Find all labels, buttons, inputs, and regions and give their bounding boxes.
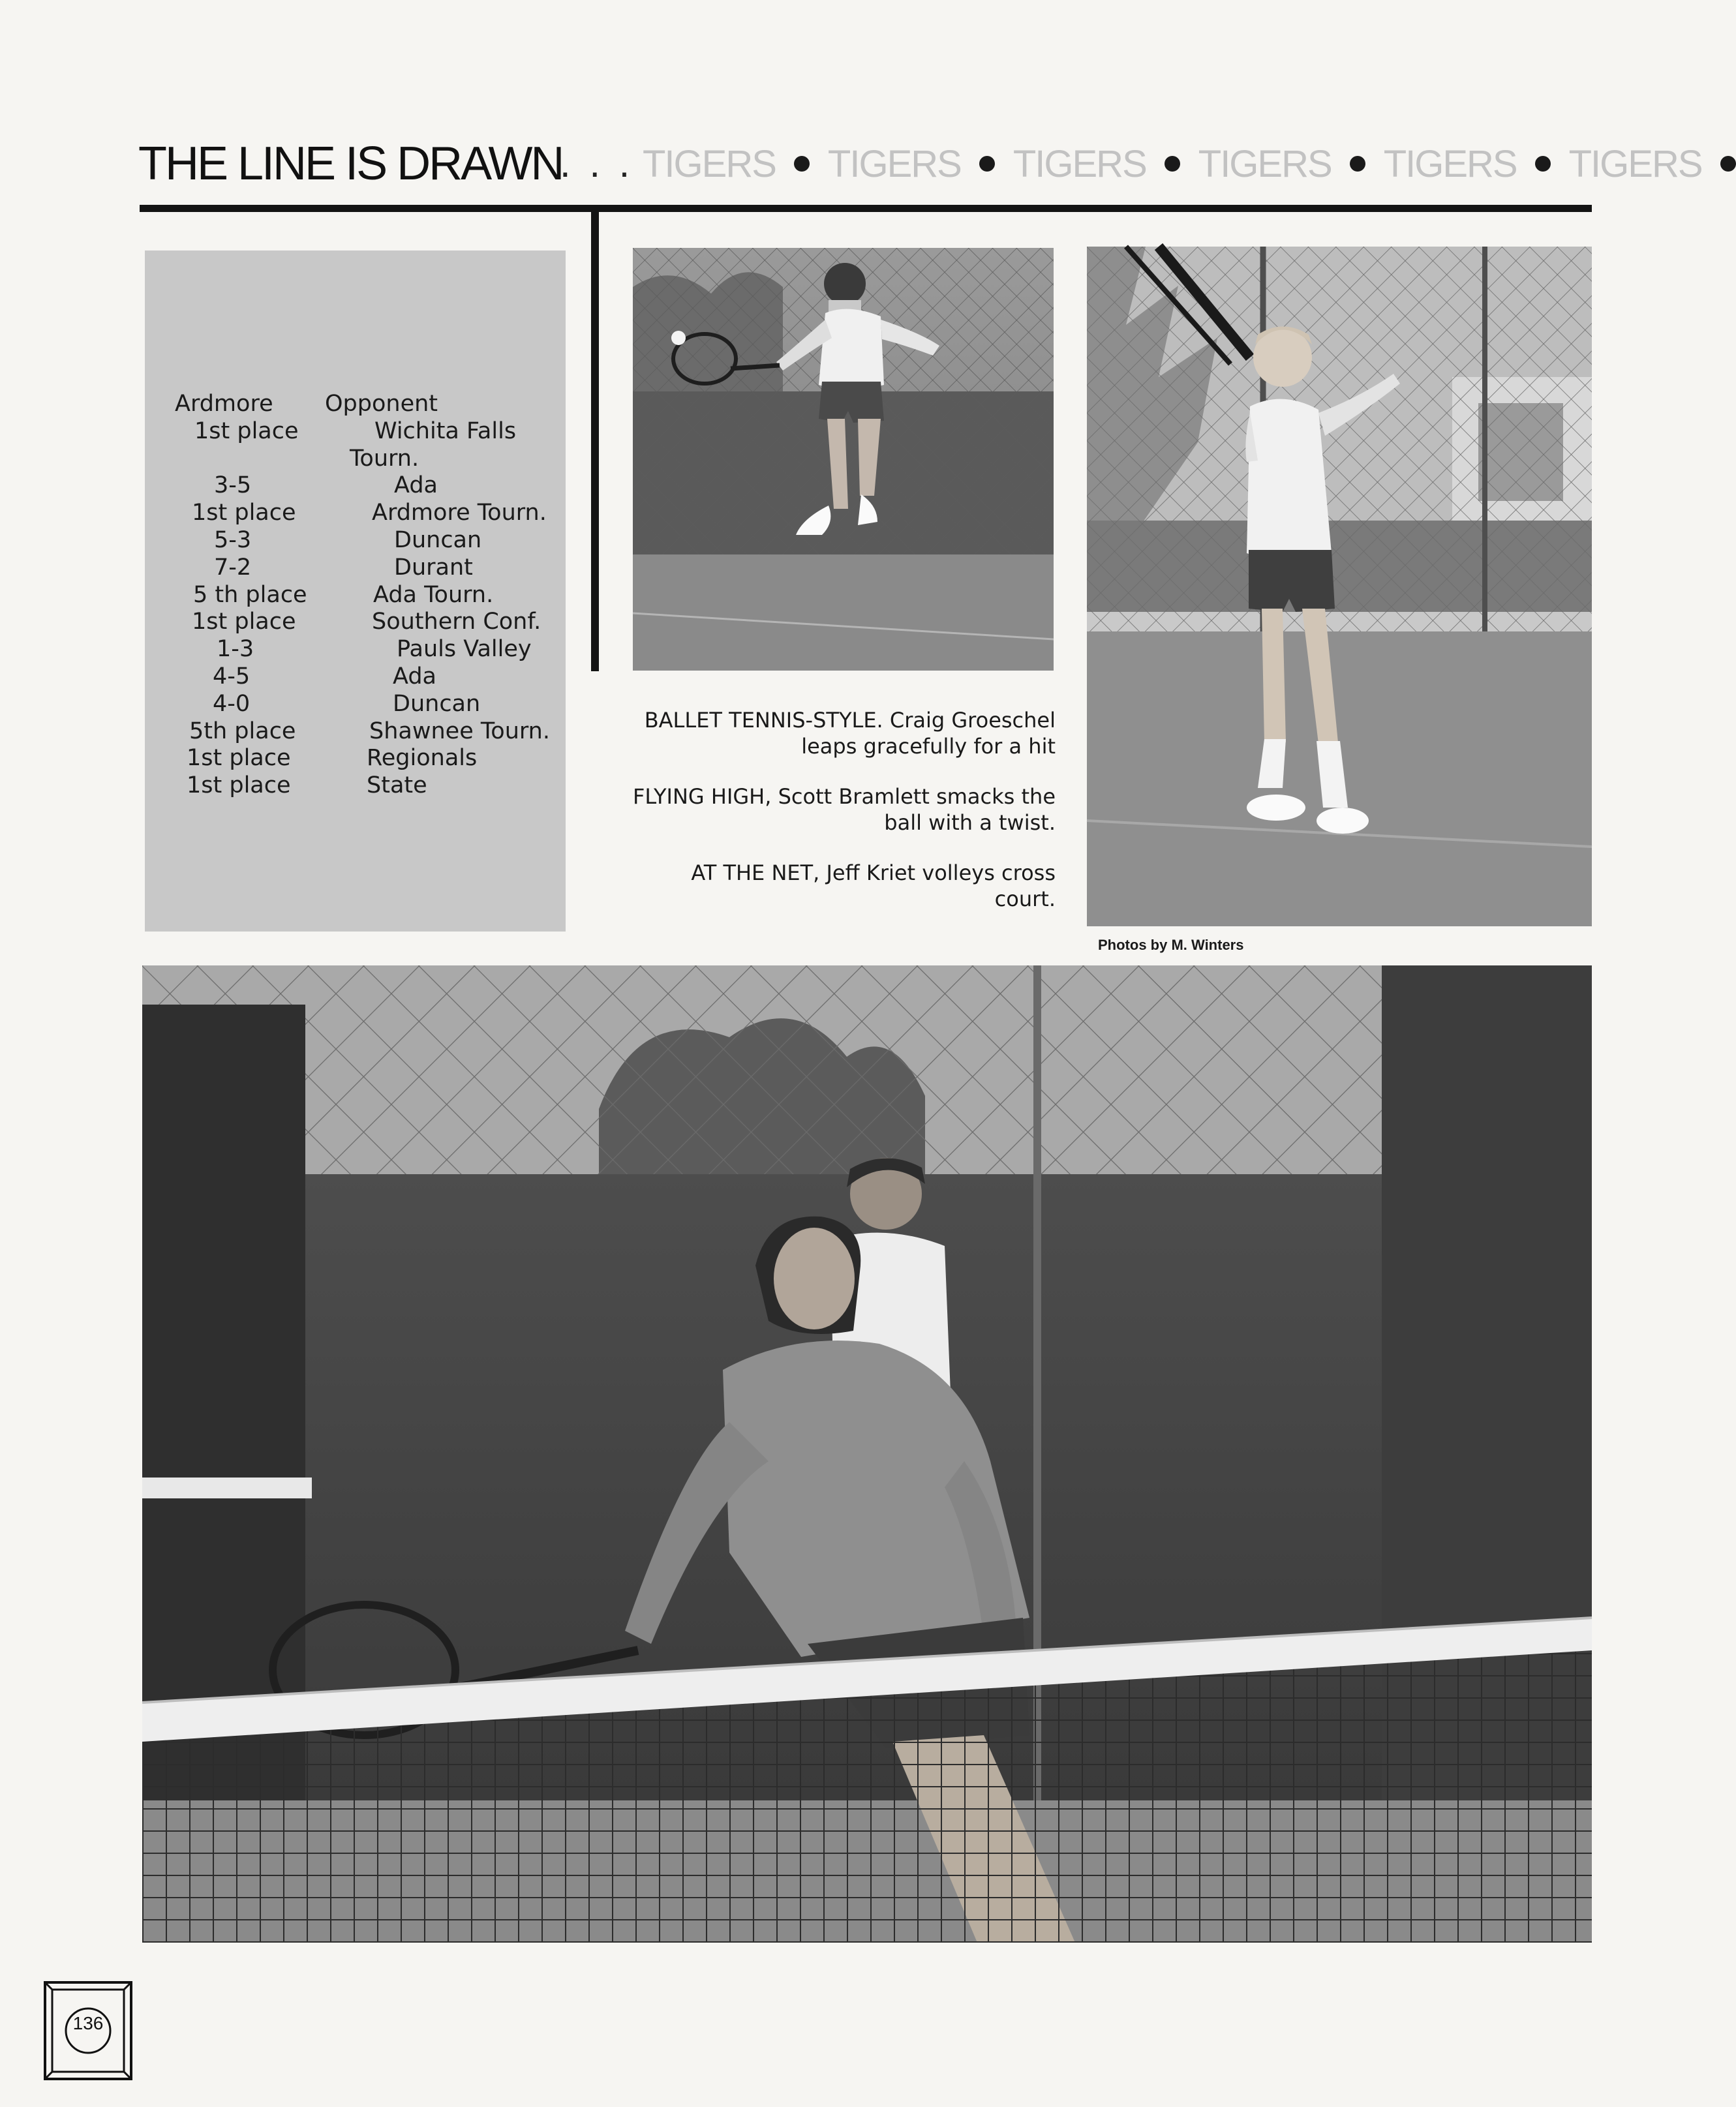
- score-result: 1st place: [192, 609, 296, 635]
- score-row: [145, 663, 566, 691]
- scoreboard-header: [145, 391, 566, 418]
- page-title: THE LINE IS DRAWN: [138, 138, 563, 190]
- score-result: 1-3: [217, 636, 254, 663]
- score-result: 4-5: [213, 663, 251, 690]
- score-row: [145, 609, 566, 636]
- bullet-icon: [794, 156, 810, 172]
- score-opponent: Ardmore Tourn.: [372, 500, 547, 526]
- score-result: 1st place: [187, 772, 291, 799]
- photo-captions: [626, 707, 1056, 936]
- score-opponent: Ada: [393, 663, 436, 690]
- bullet-icon: [1720, 156, 1736, 172]
- page-number-badge: [43, 1980, 133, 2081]
- bullet-icon: [1165, 156, 1180, 172]
- tigers-word: TIGERS: [827, 142, 961, 185]
- score-row: [145, 582, 566, 609]
- scoreboard-list: [145, 391, 566, 800]
- score-row: [145, 418, 566, 446]
- tigers-word: TIGERS: [1383, 142, 1517, 185]
- caption-at-the-net: AT THE NET, Jeff Kriet volleys cross court.: [691, 860, 1056, 911]
- score-result: 5-3: [214, 526, 252, 553]
- score-result: [145, 446, 325, 473]
- score-result: 3-5: [214, 472, 252, 499]
- score-result: 5th place: [189, 718, 296, 744]
- caption-flying-high: FLYING HIGH, Scott Bramlett smacks the ball with a twist.: [633, 784, 1056, 835]
- score-row: [145, 500, 566, 527]
- column-divider: [591, 212, 599, 671]
- score-opponent: State: [367, 772, 427, 799]
- page-number: 136: [72, 2013, 104, 2033]
- score-result: 7-2: [214, 554, 252, 581]
- tigers-word: TIGERS: [643, 142, 776, 185]
- score-opponent: Pauls Valley: [397, 636, 532, 663]
- score-result: 4-0: [213, 690, 251, 717]
- score-result: 1st place: [194, 417, 299, 444]
- photo-at-the-net: [142, 965, 1592, 1943]
- tigers-word: TIGERS: [1568, 142, 1702, 185]
- score-row: [145, 446, 566, 473]
- score-row: [145, 636, 566, 663]
- score-row: [145, 472, 566, 500]
- score-result: 1st place: [187, 745, 291, 772]
- title-ellipsis: . . .: [560, 142, 634, 185]
- score-opponent: Durant: [394, 554, 473, 581]
- score-opponent: Ada Tourn.: [373, 581, 494, 608]
- score-opponent: Shawnee Tourn.: [369, 718, 550, 744]
- photo-flying-high: [1087, 247, 1592, 926]
- score-result: 1st place: [192, 500, 296, 526]
- bullet-icon: [979, 156, 995, 172]
- score-opponent: Tourn.: [350, 445, 419, 472]
- opponent-heading: Opponent: [325, 391, 438, 417]
- tigers-word: TIGERS: [1198, 142, 1332, 185]
- tigers-word: TIGERS: [1013, 142, 1146, 185]
- score-row: [145, 745, 566, 772]
- score-row: [145, 691, 566, 718]
- header-rule: [140, 205, 1592, 212]
- score-opponent: Wichita Falls: [374, 417, 517, 444]
- score-opponent: Southern Conf.: [372, 609, 541, 635]
- bullet-icon: [1535, 156, 1551, 172]
- bullet-icon: [1350, 156, 1365, 172]
- score-row: [145, 772, 566, 800]
- caption-ballet-tennis: BALLET TENNIS-STYLE. Craig Groeschel leaps gracefully for a hit: [644, 708, 1056, 759]
- tigers-banner: [643, 128, 1702, 200]
- scoreboard-panel: [145, 250, 566, 932]
- photo-credit: Photos by M. Winters: [1098, 937, 1244, 953]
- score-result: 5 th place: [193, 581, 307, 608]
- score-opponent: Regionals: [367, 745, 478, 772]
- photo-forehand: [633, 248, 1054, 671]
- team-heading: Ardmore: [175, 391, 273, 417]
- score-row: [145, 554, 566, 582]
- score-row: [145, 718, 566, 746]
- score-opponent: Duncan: [393, 690, 481, 717]
- score-opponent: Ada: [394, 472, 438, 499]
- score-row: [145, 527, 566, 554]
- score-opponent: Duncan: [394, 526, 482, 553]
